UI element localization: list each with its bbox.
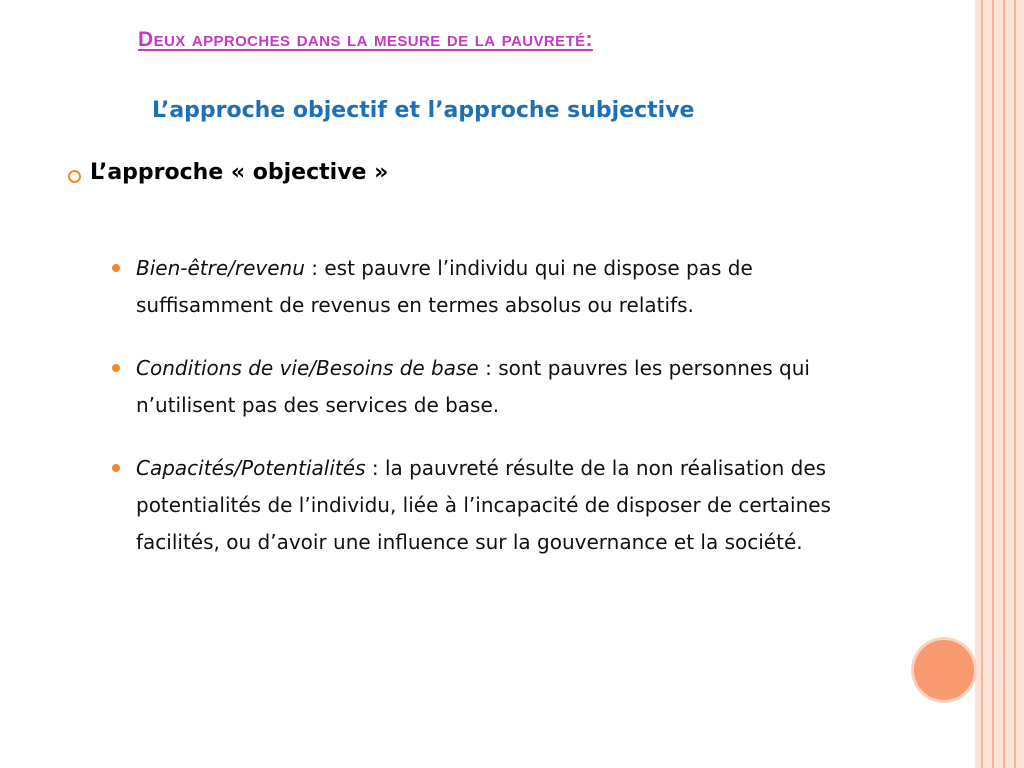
item-text: : sont pauvres les personnes qui n’utilisent pas des services de base. — [136, 356, 810, 417]
item-term: Conditions de vie/Besoins de base — [136, 356, 479, 380]
item-text: : la pauvreté résulte de la non réalisation des potentialités de l’individu, liée à l’incapacité de disposer de certaines facilités, ou d’avoir une influence sur la gouvernance et la société. — [136, 456, 831, 554]
item-term: Bien-être/revenu — [136, 256, 305, 280]
decorative-stripe-line — [992, 0, 994, 768]
list-item — [112, 450, 882, 561]
decorative-stripe-line — [1003, 0, 1005, 768]
slide-subtitle: L’approche objectif et l’approche subjective — [152, 98, 695, 123]
list-item — [112, 350, 882, 424]
slide-title: Deux approches dans la mesure de la pauvreté: — [138, 28, 593, 51]
decorative-stripe-line — [1014, 0, 1016, 768]
dot-bullet-icon — [112, 464, 120, 472]
dot-bullet-icon — [112, 364, 120, 372]
dot-bullet-icon — [112, 264, 120, 272]
list-item — [112, 250, 882, 324]
level1-bullet-text: L’approche « objective » — [90, 160, 389, 185]
bullet-list — [112, 250, 882, 587]
ring-bullet-icon — [68, 170, 81, 183]
decorative-circle — [914, 640, 974, 700]
decorative-stripe-line — [981, 0, 983, 768]
item-text: : est pauvre l’individu qui ne dispose pas de suffisamment de revenus en termes absolus ou relatifs. — [136, 256, 753, 317]
item-term: Capacités/Potentialités — [136, 456, 366, 480]
